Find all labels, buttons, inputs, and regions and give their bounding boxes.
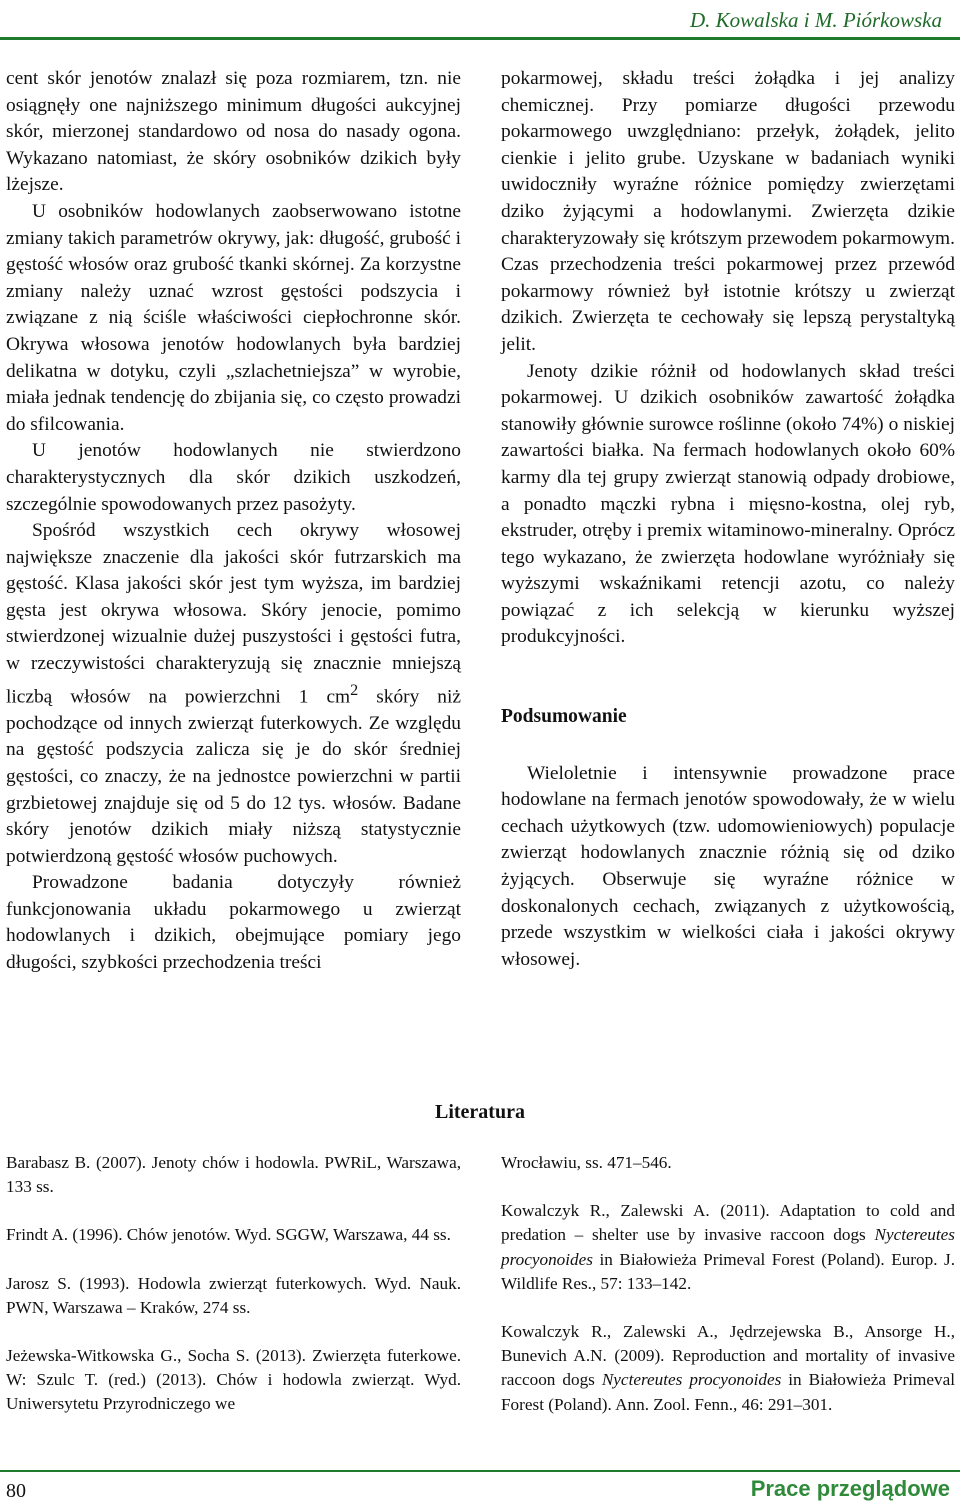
reference-item: Frindt A. (1996). Chów jenotów. Wyd. SGGW, Warszawa, 44 ss.	[6, 1225, 451, 1245]
paragraph-with-superscript	[6, 518, 461, 870]
superscript: 2	[350, 681, 359, 699]
reference-item: Barabasz B. (2007). Jenoty chów i hodowla. PWRiL, Warszawa, 133 ss.	[6, 1153, 461, 1197]
paragraph: cent skór jenotów znalazł się poza rozmiarem, tzn. nie osiągnęły one najniższego minimum długości aukcyjnej skór, mierzonej standardowo od nosa do nasady ogona. Wykazano natomiast, że skóry osobników dzikich były lżejsze.	[6, 68, 461, 196]
reference-text: in Białowieża Primeval Forest (Poland). Ann. Zool. Fenn., 46: 291–301.	[501, 1370, 955, 1414]
header-rule	[0, 37, 960, 40]
summary-paragraph: Wieloletnie i intensywnie prowadzone prace hodowlane na fermach jenotów spowodowały, że w wielu cechach użytkowych (tzw. udomowieniowych) populacje zwierząt hodowlanych znacznie różnią się od dziko żyjących. Obserwuje się wyraźne różnice w doskonalonych cechach, związanych z użytkowością, przede wszystkim w wielkości ciała i jakości okrywy włosowej.	[501, 762, 955, 970]
paragraph: U jenotów hodowlanych nie stwierdzono charakterystycznych dla skór dzikich uszkodzeń, szczególnie spowodowanych przez pasożyty.	[6, 440, 461, 515]
reference-item: Wrocławiu, ss. 471–546.	[501, 1153, 672, 1172]
species-name: Nyctereutes procyonoides	[501, 1225, 955, 1269]
paragraph: pokarmowej, składu treści żołądka i jej analizy chemicznej. Przy pomiarze długości przewodu pokarmowego uwzględniano: przełyk, żołądek, jelito cienkie i jelito grube. Uzyskane w badaniach wyniki uwidoczniły wyraźne różnice pomiędzy zwierzętami dziko żyjącymi a hodowlanymi. Zwierzęta dzikie charakteryzowały się krótszym przewodem pokarmowym. Czas przechodzenia treści pokarmowej przez przewód pokarmowy również był istotnie krótszy u zwierząt dzikich. Zwierzęta te cechowały się lepszą perystaltyką jelit.	[501, 68, 955, 355]
reference-item: Jeżewska-Witkowska G., Socha S. (2013). Zwierzęta futerkowe. W: Szulc T. (red.) (2013). Chów i hodowla zwierząt. Wyd. Uniwersytetu Przyrodniczego we	[6, 1346, 461, 1414]
section-heading-summary: Podsumowanie	[501, 706, 627, 728]
references-left-column	[6, 1151, 461, 1441]
paragraph: U osobników hodowlanych zaobserwowano istotne zmiany takich parametrów okrywy, jak: długość, grubość i gęstość włosów oraz grubość tkanki skórnej. Za korzystne zmiany należy uznać wzrost gęstości podszycia i związane z nią ściśle właściwości ciepłochronne skór. Okrywa włosowa jenotów hodowlanych była bardziej delikatna w dotyku, czyli „szlachetniejsza” w wyrobie, miała jednak tendencję do zbijania się, co często prowadzi do sfilcowania.	[6, 200, 461, 435]
reference-item	[501, 1199, 955, 1296]
footer-rule	[0, 1470, 960, 1472]
species-name: Nyctereutes procyonoides	[601, 1370, 782, 1390]
reference-item: Jarosz S. (1993). Hodowla zwierząt futerkowych. Wyd. Nauk. PWN, Warszawa – Kraków, 274 ss.	[6, 1273, 461, 1317]
left-text-column	[6, 66, 461, 977]
paragraph-text: Spośród wszystkich cech okrywy włosowej największe znaczenie dla jakości skór futrzarskich ma gęstość. Klasa jakości skór jest tym wyższa, im bardziej gęsta jest okrywa włosowa. Skóry jenocie, pomimo stwierdzonej wizualnie dużej puszystości i gęstości futra, w rzeczywistości charakteryzują się znacznie mniejszą liczbą włosów na powierzchni 1 cm	[6, 520, 461, 708]
right-text-column	[501, 66, 955, 973]
paragraph-text: skóry niż pochodzące od innych zwierząt futerkowych. Ze względu na gęstość podszycia zalicza się je do skór średniej gęstości, co znaczy, że na jednostce powierzchni w partii grzbietowej znajduje się od 5 do 12 tys. włosów. Badane skóry jenotów dzikich miały niższą statystycznie potwierdzoną gęstość włosów puchowych.	[6, 686, 461, 867]
references-right-column	[501, 1151, 955, 1441]
section-label: Prace przeglądowe	[750, 1476, 950, 1501]
paragraph: Prowadzone badania dotyczyły również funkcjonowania układu pokarmowego u zwierząt hodowlanych i dzikich, obejmujące pomiary jego długości, szybkości przechodzenia treści	[6, 872, 461, 974]
reference-text: in Białowieża Primeval Forest (Poland). Europ. J. Wildlife Res., 57: 133–142.	[501, 1249, 955, 1293]
reference-text: Kowalczyk R., Zalewski A. (2011). Adaptation to cold and predation – shelter use by invasive raccoon dogs	[501, 1201, 955, 1245]
paragraph: Jenoty dzikie różnił od hodowlanych skład treści pokarmowej. U dzikich osobników zawartość żołądka stanowiły głównie surowce roślinne (około 74%) o niskiej zawartości białka. Na fermach hodowlanych około 60% karmy dla tej grupy zwierząt stanowią odpady drobiowe, a ponadto mączki rybna i mięsno-kostna, olej ryb, ekstruder, otręby i premix witaminowo-mineralny. Oprócz tego wykazano, że zwierzęta hodowlane wyróżniały się wyższymi wskaźnikami retencji azotu, co należy powiązać z ich selekcją w kierunku wyższej produkcyjności.	[501, 360, 955, 648]
reference-item	[501, 1320, 955, 1417]
page-number: 80	[6, 1480, 26, 1502]
running-header-authors: D. Kowalska i M. Piórkowska	[690, 8, 942, 32]
reference-text: Kowalczyk R., Zalewski A., Jędrzejewska B., Ansorge H., Bunevich A.N. (2009). Reproduction and mortality of invasive raccoon dogs	[501, 1322, 955, 1390]
literature-heading: Literatura	[435, 1101, 525, 1123]
